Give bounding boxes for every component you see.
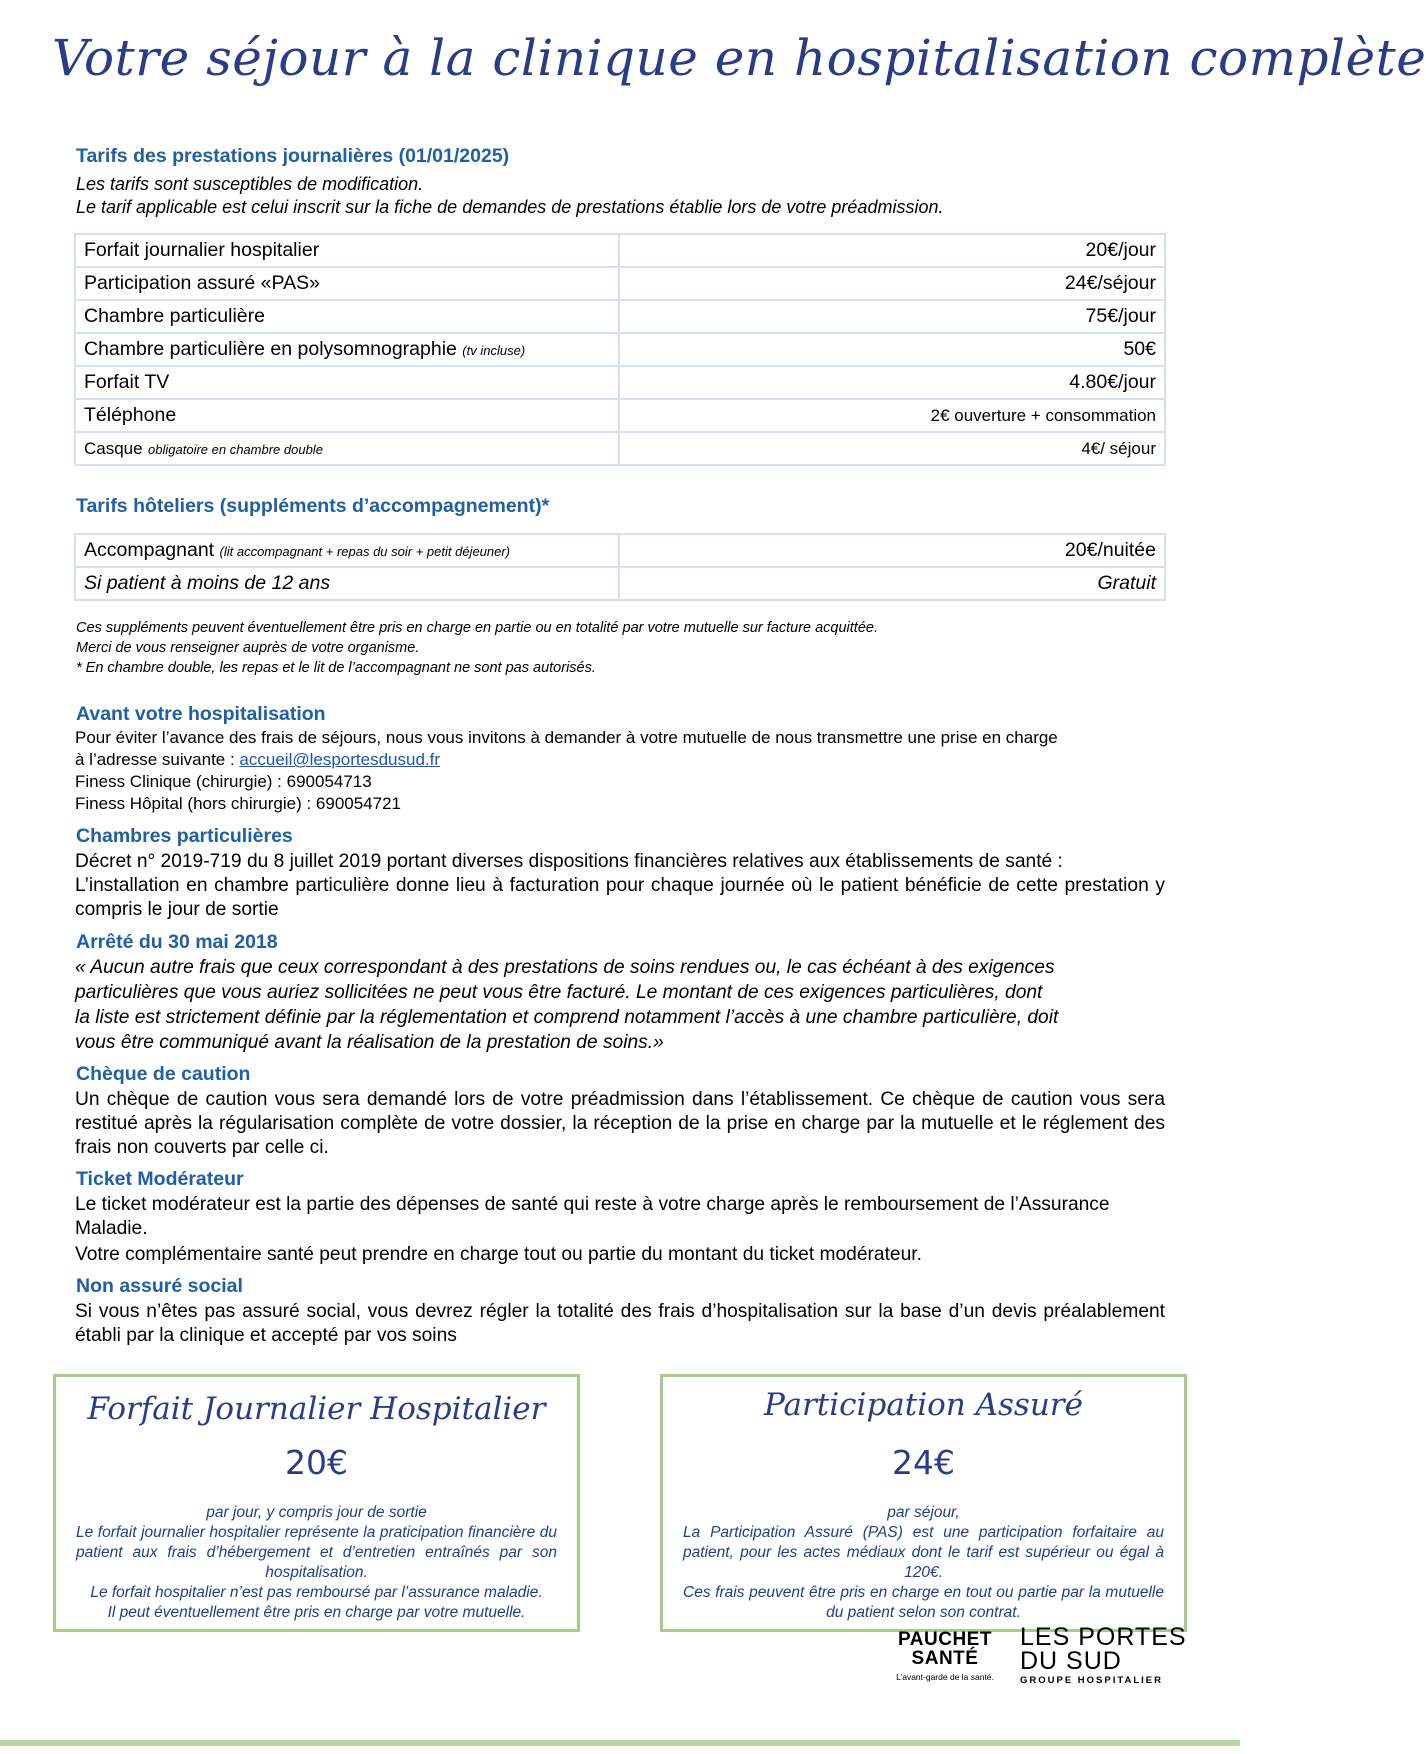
row-price: 20€/nuitée [619, 534, 1165, 567]
non-assure-heading: Non assuré social [76, 1275, 243, 1297]
chambres-heading: Chambres particulières [76, 825, 293, 847]
fjh-line-2: Le forfait journalier hospitalier représente la praticipation financière du patient aux frais d’hébergement et d’entretien entraînés par son hospitalisation. [76, 1524, 557, 1581]
avant-text-1: Pour éviter l’avance des frais de séjours, nous vous invitons à demander à votre mutuelle de nous transmettre une prise en charge [75, 728, 1058, 747]
row-label: Forfait TV [75, 366, 619, 399]
row-price: 50€ [619, 333, 1165, 366]
pa-line-1: par séjour, [887, 1504, 960, 1521]
row-note: obligatoire en chambre double [148, 442, 323, 457]
page-title: Votre séjour à la clinique en hospitalisation complète [52, 29, 1426, 87]
pa-box-amount: 24€ [892, 1443, 955, 1482]
fjh-line-1: par jour, y compris jour de sortie [206, 1504, 427, 1521]
journalier-intro-1: Les tarifs sont susceptibles de modification. [76, 174, 424, 194]
bottom-divider [0, 1740, 1240, 1746]
pa-box-title: Participation Assuré [764, 1387, 1083, 1423]
cheque-heading: Chèque de caution [76, 1063, 251, 1085]
arrete-text-4: vous être communiqué avant la réalisation de la prestation de soins.» [75, 1032, 664, 1053]
arrete-text-2: particulières que vous auriez sollicitées ne peut vous être facturé. Le montant de ces exigences particulières, dont [75, 982, 1043, 1003]
non-assure-text: Si vous n’êtes pas assuré social, vous devrez régler la totalité des frais d’hospitalisation sur la base d’un devis préalablement établi par la clinique et accepté par vos soins [75, 1301, 1165, 1346]
pauchet-sante-logo: PAUCHET SANTÉ L’avant-garde de la santé. [896, 1629, 994, 1682]
ticket-text-2: Votre complémentaire santé peut prendre en charge tout ou partie du montant du ticket modérateur. [75, 1244, 922, 1265]
row-price: 4.80€/jour [619, 366, 1165, 399]
les-portes-du-sud-logo: LES PORTES DU SUD GROUPE HOSPITALIER [1020, 1623, 1187, 1686]
row-label: Accompagnant (lit accompagnant + repas du soir + petit déjeuner) [75, 534, 619, 567]
ticket-text-1: Le ticket modérateur est la partie des dépenses de santé qui reste à votre charge après le remboursement de l’Assurance Maladie. [75, 1194, 1110, 1239]
row-price: Gratuit [619, 567, 1165, 600]
journalier-intro-2: Le tarif applicable est celui inscrit sur la fiche de demandes de prestations établie lors de votre préadmission. [76, 197, 944, 217]
pa-line-2: La Participation Assuré (PAS) est une participation forfaitaire au patient, pour les actes médiaux dont le tarif est supérieur ou égal à 120€. [683, 1524, 1164, 1581]
finess-hopital: Finess Hôpital (hors chirurgie) : 690054721 [75, 794, 402, 813]
pa-box [660, 1374, 1187, 1632]
row-note: (tv incluse) [462, 343, 526, 358]
hoteliers-table [74, 533, 1166, 601]
avant-heading: Avant votre hospitalisation [76, 703, 326, 725]
row-price: 20€/jour [619, 234, 1165, 267]
fjh-line-3: Le forfait hospitalier n’est pas remboursé par l’assurance maladie. [90, 1584, 543, 1601]
fjh-box-amount: 20€ [285, 1443, 348, 1482]
row-label: Casque obligatoire en chambre double [75, 432, 619, 465]
pa-line-3: Ces frais peuvent être pris en charge en tout ou partie par la mutuelle du patient selon son contrat. [683, 1584, 1164, 1621]
arrete-heading: Arrêté du 30 mai 2018 [76, 931, 278, 953]
chambres-text-1: Décret n° 2019-719 du 8 juillet 2019 portant diverses dispositions financières relatives aux établissements de santé : [75, 851, 1063, 872]
table-row [75, 267, 1165, 300]
table-row [75, 366, 1165, 399]
pa-box-text [683, 1503, 1164, 1623]
row-label: Chambre particulière [75, 300, 619, 333]
row-label: Forfait journalier hospitalier [75, 234, 619, 267]
row-note: (lit accompagnant + repas du soir + petit déjeuner) [219, 544, 511, 559]
journalier-table [74, 233, 1166, 466]
table-row [75, 234, 1165, 267]
hoteliers-note-2: Merci de vous renseigner auprès de votre organisme. [76, 640, 420, 656]
table-row [75, 534, 1165, 567]
row-label: Téléphone [75, 399, 619, 432]
chambres-text-2: L’installation en chambre particulière donne lieu à facturation pour chaque journée où le patient bénéficie de cette prestation y compris le jour de sortie [75, 875, 1165, 920]
journalier-heading: Tarifs des prestations journalières (01/01/2025) [76, 145, 510, 167]
hoteliers-heading: Tarifs hôteliers (suppléments d’accompagnement)* [76, 495, 550, 517]
table-row [75, 300, 1165, 333]
row-label: Si patient à moins de 12 ans [75, 567, 619, 600]
ticket-heading: Ticket Modérateur [76, 1168, 244, 1190]
fjh-box [53, 1374, 580, 1632]
row-price: 24€/séjour [619, 267, 1165, 300]
row-price: 4€/ séjour [619, 432, 1165, 465]
hoteliers-note-1: Ces suppléments peuvent éventuellement être pris en charge en partie ou en totalité par votre mutuelle sur facture acquittée. [76, 620, 878, 636]
row-label: Chambre particulière en polysomnographie (tv incluse) [75, 333, 619, 366]
row-price: 75€/jour [619, 300, 1165, 333]
row-price: 2€ ouverture + consommation [619, 399, 1165, 432]
hoteliers-note-3: * En chambre double, les repas et le lit de l’accompagnant ne sont pas autorisés. [76, 660, 596, 676]
table-row [75, 399, 1165, 432]
cheque-text: Un chèque de caution vous sera demandé lors de votre préadmission dans l’établissement. Ce chèque de caution vous sera restitué après la régularisation complète de votre dossier, la réception de la prise en charge par la mutuelle et le réglement des frais non couverts par celle ci. [75, 1089, 1165, 1158]
avant-text-2: à l’adresse suivante : accueil@lesportesdusud.fr [75, 750, 441, 769]
row-label: Participation assuré «PAS» [75, 267, 619, 300]
email-link[interactable]: accueil@lesportesdusud.fr [239, 750, 441, 769]
table-row [75, 432, 1165, 465]
table-row [75, 567, 1165, 600]
fjh-box-text [76, 1503, 557, 1623]
finess-clinique: Finess Clinique (chirurgie) : 690054713 [75, 772, 372, 791]
arrete-text-3: la liste est strictement définie par la réglementation et comprend notamment l’accès à une chambre particulière, doit [75, 1007, 1059, 1028]
fjh-box-title: Forfait Journalier Hospitalier [87, 1391, 546, 1427]
arrete-text-1: « Aucun autre frais que ceux correspondant à des prestations de soins rendues ou, le cas échéant à des exigences [75, 957, 1055, 978]
table-row [75, 333, 1165, 366]
fjh-line-4: Il peut éventuellement être pris en charge par votre mutuelle. [107, 1604, 526, 1621]
